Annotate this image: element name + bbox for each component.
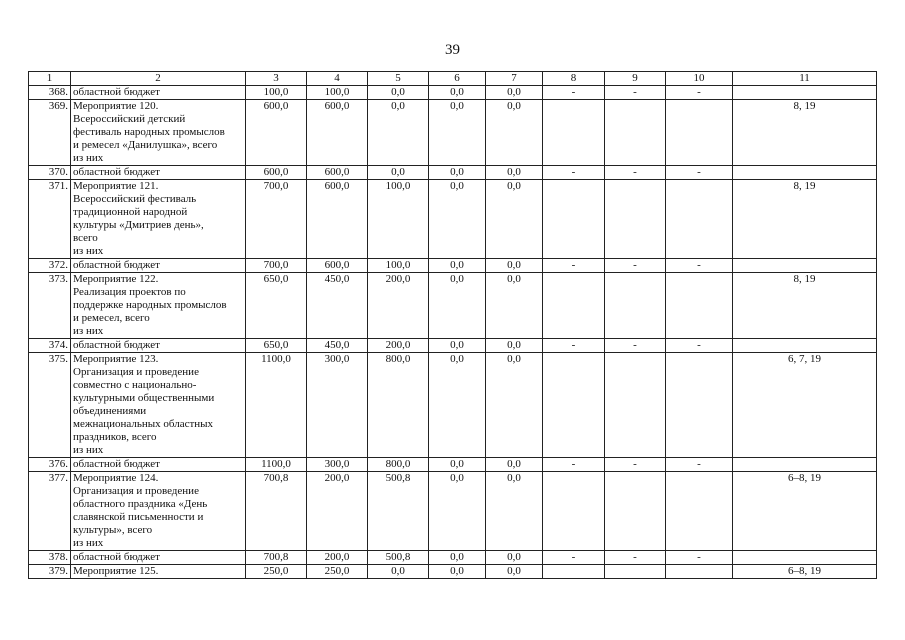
col3-value: 250,0 [246, 565, 307, 579]
col5-value: 200,0 [368, 339, 429, 353]
col4-value: 200,0 [307, 551, 368, 565]
header-cell: 6 [429, 72, 486, 86]
row-name: Мероприятие 125. [71, 565, 246, 579]
row-number: 376. [29, 458, 71, 472]
col10-value [666, 100, 733, 166]
col7-value: 0,0 [486, 472, 543, 551]
col8-value [543, 353, 605, 458]
col3-value: 650,0 [246, 339, 307, 353]
col10-value: - [666, 166, 733, 180]
row-name: областной бюджет [71, 166, 246, 180]
col8-value: - [543, 458, 605, 472]
col6-value: 0,0 [429, 166, 486, 180]
header-cell: 8 [543, 72, 605, 86]
col6-value: 0,0 [429, 458, 486, 472]
col11-value: 6, 7, 19 [733, 353, 877, 458]
col7-value: 0,0 [486, 86, 543, 100]
row-number: 372. [29, 259, 71, 273]
col9-value: - [605, 551, 666, 565]
col3-value: 600,0 [246, 100, 307, 166]
col11-value: 8, 19 [733, 273, 877, 339]
col6-value: 0,0 [429, 180, 486, 259]
table-row [29, 259, 877, 273]
header-cell: 5 [368, 72, 429, 86]
col7-value: 0,0 [486, 100, 543, 166]
col4-value: 300,0 [307, 458, 368, 472]
col9-value [605, 472, 666, 551]
col7-value: 0,0 [486, 339, 543, 353]
col4-value: 600,0 [307, 166, 368, 180]
col7-value: 0,0 [486, 180, 543, 259]
table-row [29, 180, 877, 259]
table-row [29, 565, 877, 579]
row-number: 378. [29, 551, 71, 565]
col9-value [605, 273, 666, 339]
col10-value [666, 472, 733, 551]
col11-value [733, 458, 877, 472]
header-cell: 1 [29, 72, 71, 86]
col4-value: 450,0 [307, 339, 368, 353]
col8-value: - [543, 86, 605, 100]
col9-value: - [605, 86, 666, 100]
row-name: областной бюджет [71, 551, 246, 565]
row-number: 368. [29, 86, 71, 100]
col7-value: 0,0 [486, 565, 543, 579]
row-name: областной бюджет [71, 339, 246, 353]
col10-value [666, 180, 733, 259]
col11-value: 6–8, 19 [733, 472, 877, 551]
col6-value: 0,0 [429, 353, 486, 458]
row-number: 375. [29, 353, 71, 458]
row-name: Мероприятие 120. Всероссийский детский фестиваль народных промыслов и ремесел «Данилушка», всего из них [71, 100, 246, 166]
col5-value: 0,0 [368, 86, 429, 100]
col5-value: 0,0 [368, 565, 429, 579]
col7-value: 0,0 [486, 166, 543, 180]
col3-value: 700,8 [246, 472, 307, 551]
col10-value: - [666, 339, 733, 353]
row-name: Мероприятие 121. Всероссийский фестиваль традиционной народной культуры «Дмитриев день», всего из них [71, 180, 246, 259]
col4-value: 250,0 [307, 565, 368, 579]
col8-value [543, 180, 605, 259]
row-name: областной бюджет [71, 259, 246, 273]
col10-value [666, 565, 733, 579]
col7-value: 0,0 [486, 551, 543, 565]
col9-value: - [605, 339, 666, 353]
row-number: 379. [29, 565, 71, 579]
col5-value: 100,0 [368, 180, 429, 259]
col9-value: - [605, 458, 666, 472]
col10-value: - [666, 458, 733, 472]
col4-value: 100,0 [307, 86, 368, 100]
col4-value: 200,0 [307, 472, 368, 551]
col6-value: 0,0 [429, 100, 486, 166]
col5-value: 100,0 [368, 259, 429, 273]
table-row [29, 339, 877, 353]
col7-value: 0,0 [486, 353, 543, 458]
table-body [29, 72, 877, 579]
table-row [29, 472, 877, 551]
col3-value: 1100,0 [246, 458, 307, 472]
col6-value: 0,0 [429, 472, 486, 551]
col8-value [543, 273, 605, 339]
header-cell: 2 [71, 72, 246, 86]
col9-value: - [605, 259, 666, 273]
col4-value: 600,0 [307, 100, 368, 166]
row-number: 373. [29, 273, 71, 339]
table-row [29, 458, 877, 472]
row-number: 370. [29, 166, 71, 180]
col3-value: 700,0 [246, 180, 307, 259]
col9-value: - [605, 166, 666, 180]
col5-value: 500,8 [368, 472, 429, 551]
col4-value: 600,0 [307, 180, 368, 259]
table-row [29, 166, 877, 180]
table-row [29, 100, 877, 166]
row-number: 374. [29, 339, 71, 353]
row-number: 371. [29, 180, 71, 259]
row-name: областной бюджет [71, 458, 246, 472]
header-cell: 3 [246, 72, 307, 86]
col8-value [543, 472, 605, 551]
col7-value: 0,0 [486, 259, 543, 273]
col5-value: 800,0 [368, 458, 429, 472]
col4-value: 600,0 [307, 259, 368, 273]
header-cell: 11 [733, 72, 877, 86]
col3-value: 600,0 [246, 166, 307, 180]
row-name: Мероприятие 122. Реализация проектов по поддержке народных промыслов и ремесел, всего из них [71, 273, 246, 339]
col5-value: 200,0 [368, 273, 429, 339]
header-cell: 4 [307, 72, 368, 86]
col6-value: 0,0 [429, 565, 486, 579]
table-row [29, 86, 877, 100]
col7-value: 0,0 [486, 458, 543, 472]
col3-value: 1100,0 [246, 353, 307, 458]
table-row [29, 353, 877, 458]
row-name: областной бюджет [71, 86, 246, 100]
row-name: Мероприятие 123. Организация и проведение совместно с национально- культурными общественными объединениями межнациональных областных праздников, всего из них [71, 353, 246, 458]
col3-value: 700,0 [246, 259, 307, 273]
header-row [29, 72, 877, 86]
col11-value [733, 339, 877, 353]
col11-value [733, 551, 877, 565]
row-name: Мероприятие 124. Организация и проведение областного праздника «День славянской письменности и культуры», всего из них [71, 472, 246, 551]
table-row [29, 551, 877, 565]
col8-value [543, 100, 605, 166]
col10-value: - [666, 551, 733, 565]
col10-value: - [666, 86, 733, 100]
col6-value: 0,0 [429, 339, 486, 353]
col3-value: 650,0 [246, 273, 307, 339]
col5-value: 800,0 [368, 353, 429, 458]
col5-value: 0,0 [368, 100, 429, 166]
col10-value [666, 273, 733, 339]
col9-value [605, 565, 666, 579]
col10-value: - [666, 259, 733, 273]
col9-value [605, 180, 666, 259]
col8-value: - [543, 259, 605, 273]
page-number: 39 [445, 42, 460, 58]
col9-value [605, 353, 666, 458]
col4-value: 450,0 [307, 273, 368, 339]
col3-value: 100,0 [246, 86, 307, 100]
col8-value [543, 565, 605, 579]
col6-value: 0,0 [429, 273, 486, 339]
header-cell: 10 [666, 72, 733, 86]
col11-value [733, 86, 877, 100]
col11-value: 8, 19 [733, 180, 877, 259]
col11-value: 6–8, 19 [733, 565, 877, 579]
col10-value [666, 353, 733, 458]
table-row [29, 273, 877, 339]
col9-value [605, 100, 666, 166]
budget-table [28, 71, 877, 579]
header-cell: 7 [486, 72, 543, 86]
col8-value: - [543, 166, 605, 180]
col6-value: 0,0 [429, 551, 486, 565]
row-number: 377. [29, 472, 71, 551]
header-cell: 9 [605, 72, 666, 86]
col8-value: - [543, 551, 605, 565]
col6-value: 0,0 [429, 86, 486, 100]
col11-value: 8, 19 [733, 100, 877, 166]
col6-value: 0,0 [429, 259, 486, 273]
col7-value: 0,0 [486, 273, 543, 339]
col8-value: - [543, 339, 605, 353]
col11-value [733, 259, 877, 273]
col3-value: 700,8 [246, 551, 307, 565]
col5-value: 500,8 [368, 551, 429, 565]
col5-value: 0,0 [368, 166, 429, 180]
col11-value [733, 166, 877, 180]
col4-value: 300,0 [307, 353, 368, 458]
row-number: 369. [29, 100, 71, 166]
